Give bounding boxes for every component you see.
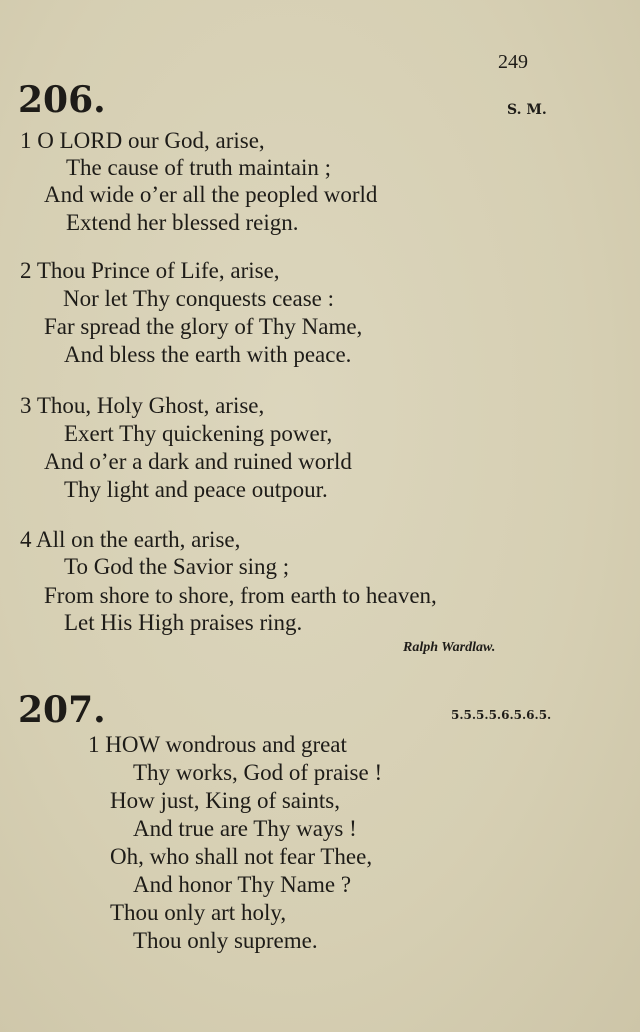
- hymn-line: Thy light and peace outpour.: [64, 477, 328, 502]
- hymn-line: Exert Thy quickening power,: [64, 421, 333, 446]
- hymn-line: 4 All on the earth, arise,: [20, 527, 241, 552]
- hymn-line: And o’er a dark and ruined world: [44, 449, 352, 474]
- hymn-line: Let His High praises ring.: [64, 610, 303, 635]
- hymn-line: From shore to shore, from earth to heaven,: [44, 583, 437, 608]
- hymn-line: Extend her blessed reign.: [66, 210, 299, 235]
- hymn-number: 207.: [18, 689, 106, 731]
- hymn-line: Thy works, God of praise !: [133, 760, 383, 785]
- hymn-number: 206.: [18, 79, 106, 121]
- page-number: 249: [498, 51, 528, 73]
- hymn-line: Far spread the glory of Thy Name,: [44, 314, 363, 339]
- hymn-line: And bless the earth with peace.: [64, 342, 352, 367]
- hymn-line: Thou only supreme.: [133, 928, 318, 953]
- hymn-line: 1 O LORD our God, arise,: [20, 128, 265, 153]
- hymn-line: And honor Thy Name ?: [133, 872, 352, 897]
- hymn-line: And wide o’er all the peopled world: [44, 182, 378, 207]
- hymn-author: Ralph Wardlaw.: [403, 640, 496, 655]
- hymn-line: Nor let Thy conquests cease :: [63, 286, 335, 311]
- hymn-line: How just, King of saints,: [110, 788, 340, 813]
- hymn-line: 1 HOW wondrous and great: [88, 732, 347, 757]
- hymn-meter: S. M.: [507, 102, 547, 118]
- hymn-line: 3 Thou, Holy Ghost, arise,: [20, 393, 265, 418]
- hymn-line: The cause of truth maintain ;: [66, 155, 332, 180]
- hymn-line: Thou only art holy,: [110, 900, 287, 925]
- hymn-line: 2 Thou Prince of Life, arise,: [20, 258, 280, 283]
- hymn-line: Oh, who shall not fear Thee,: [110, 844, 373, 869]
- hymn-meter: 5.5.5.5.6.5.6.5.: [451, 708, 552, 722]
- hymn-line: And true are Thy ways !: [133, 816, 357, 841]
- hymn-line: To God the Savior sing ;: [64, 554, 290, 579]
